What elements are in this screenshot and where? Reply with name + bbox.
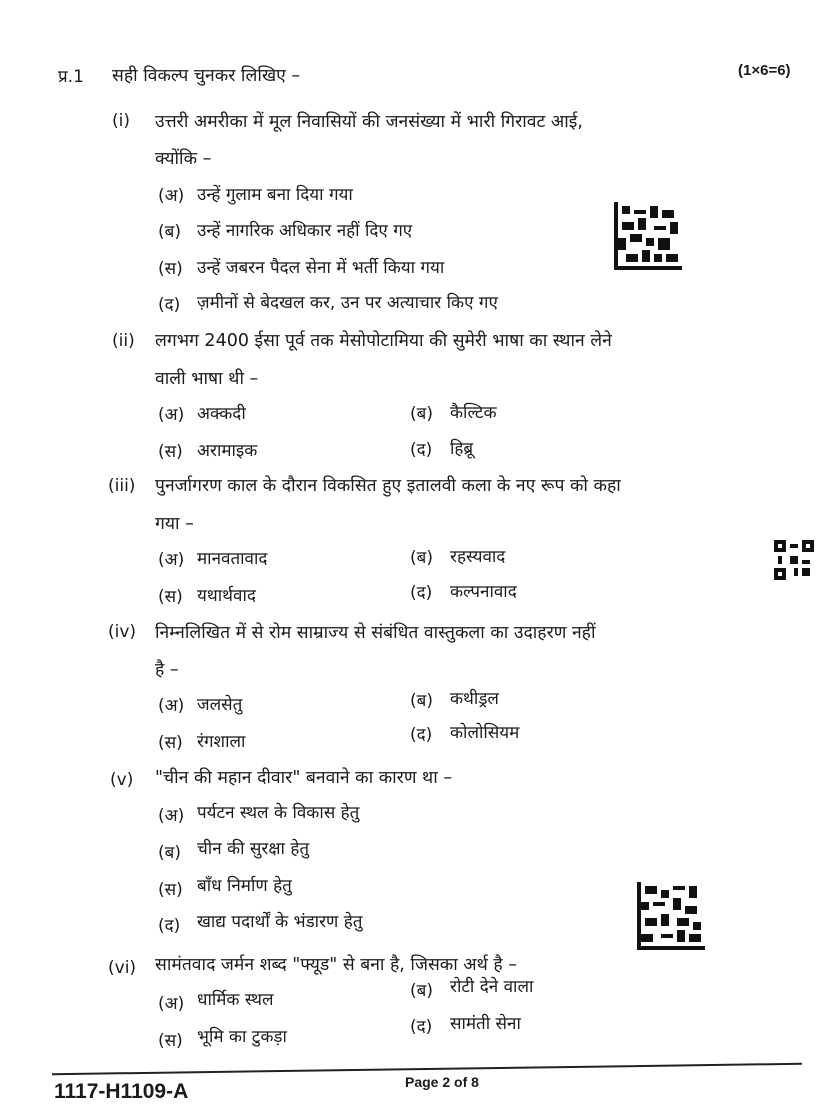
question-text-line: लगभग 2400 ईसा पूर्व तक मेसोपोटामिया की सुमेरी भाषा का स्थान लेने xyxy=(155,331,612,351)
option-text: कोलोसियम xyxy=(450,723,520,743)
option-label: (द) xyxy=(158,916,181,936)
option-label: (अ) xyxy=(158,186,185,206)
option-text: अक्कदी xyxy=(197,404,246,424)
option-label: (स) xyxy=(158,733,183,753)
option-label: (ब) xyxy=(410,691,433,711)
option-label: (अ) xyxy=(158,806,185,826)
option-text: कल्पनावाद xyxy=(450,582,517,602)
option-text: भूमि का टुकड़ा xyxy=(197,1027,287,1047)
option-text: रहस्यवाद xyxy=(450,547,506,567)
option-text: कथीड्रल xyxy=(450,689,499,709)
option-label: (द) xyxy=(410,440,433,460)
question-text-line: उत्तरी अमरीका में मूल निवासियों की जनसंख्या में भारी गिरावट आई, xyxy=(155,112,583,132)
option-text: बाँध निर्माण हेतु xyxy=(197,876,292,896)
option-text: यथार्थवाद xyxy=(197,586,256,606)
option-label: (द) xyxy=(410,725,433,745)
option-label: (अ) xyxy=(158,994,185,1014)
datamatrix-code-icon xyxy=(614,202,682,270)
paper-code: 1117-H1109-A xyxy=(54,1080,189,1103)
option-text: पर्यटन स्थल के विकास हेतु xyxy=(197,803,360,823)
option-text: रंगशाला xyxy=(197,732,246,752)
marks-label: (1×6=6) xyxy=(738,62,791,79)
page-number: Page 2 of 8 xyxy=(405,1074,479,1090)
option-label: (अ) xyxy=(158,405,185,425)
option-label: (स) xyxy=(158,587,183,607)
sub-question-number: (vi) xyxy=(108,958,137,978)
question-text-line: वाली भाषा थी – xyxy=(155,369,259,389)
question-text-line: है – xyxy=(155,660,179,680)
option-text: हिब्रू xyxy=(450,439,474,459)
option-label: (ब) xyxy=(410,981,433,1001)
question-text-line: निम्नलिखित में से रोम साम्राज्य से संबंधित वास्तुकला का उदाहरण नहीं xyxy=(155,623,596,643)
question-text-line: "चीन की महान दीवार" बनवाने का कारण था – xyxy=(155,768,453,788)
question-text-line: क्योंकि – xyxy=(155,149,212,169)
sub-question-number: (v) xyxy=(110,770,134,790)
option-label: (ब) xyxy=(158,222,181,242)
sub-question-number: (iv) xyxy=(108,622,137,642)
option-text: रोटी देने वाला xyxy=(450,977,534,997)
option-text: कैल्टिक xyxy=(450,403,497,423)
question-number: प्र.1 xyxy=(58,67,84,87)
option-text: ज़मीनों से बेदखल कर, उन पर अत्याचार किए गए xyxy=(197,293,498,313)
question-text-line: सामंतवाद जर्मन शब्द "फ्यूड" से बना है, जिसका अर्थ है – xyxy=(155,955,518,975)
option-text: सामंती सेना xyxy=(450,1014,521,1034)
option-text: खाद्य पदार्थों के भंडारण हेतु xyxy=(197,912,363,932)
option-label: (ब) xyxy=(410,548,433,568)
sub-question-number: (iii) xyxy=(108,476,136,496)
option-text: जलसेतु xyxy=(197,695,243,715)
option-text: उन्हें जबरन पैदल सेना में भर्ती किया गया xyxy=(197,258,445,278)
option-label: (द) xyxy=(410,1017,433,1037)
question-text-line: गया – xyxy=(155,514,194,534)
option-label: (स) xyxy=(158,880,183,900)
option-label: (द) xyxy=(410,583,433,603)
option-text: अरामाइक xyxy=(197,441,258,461)
option-text: उन्हें नागरिक अधिकार नहीं दिए गए xyxy=(197,221,413,241)
option-label: (द) xyxy=(158,295,181,315)
option-text: मानवतावाद xyxy=(197,549,268,569)
datamatrix-code-icon xyxy=(637,882,705,950)
option-label: (स) xyxy=(158,1031,183,1051)
option-label: (अ) xyxy=(158,696,185,716)
instruction-text: सही विकल्प चुनकर लिखिए – xyxy=(112,66,301,86)
option-text: धार्मिक स्थल xyxy=(197,990,274,1010)
sub-question-number: (ii) xyxy=(112,331,135,351)
question-text-line: पुनर्जागरण काल के दौरान विकसित हुए इतालवी कला के नए रूप को कहा xyxy=(155,476,621,496)
option-text: चीन की सुरक्षा हेतु xyxy=(197,839,310,859)
qr-code-icon xyxy=(774,540,814,580)
option-label: (अ) xyxy=(158,550,185,570)
option-label: (ब) xyxy=(410,404,433,424)
option-label: (स) xyxy=(158,442,183,462)
option-text: उन्हें गुलाम बना दिया गया xyxy=(197,185,353,205)
sub-question-number: (i) xyxy=(112,111,130,131)
option-label: (ब) xyxy=(158,843,181,863)
option-label: (स) xyxy=(158,259,183,279)
